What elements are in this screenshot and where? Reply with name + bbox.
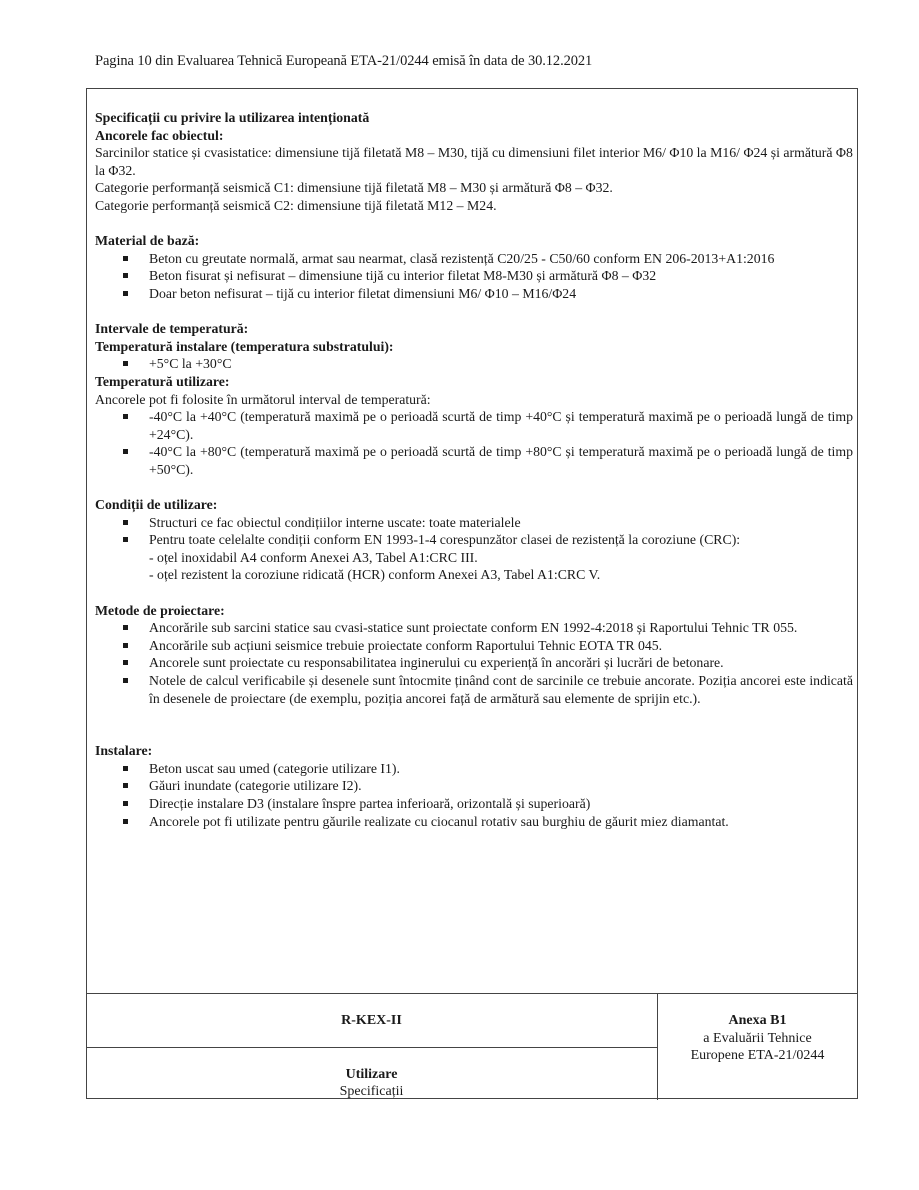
footer-left-column	[86, 994, 658, 1100]
list-item-text: Pentru toate celelalte condiții conform EN 1993-1-4 corespunzător clasei de rezistență la coroziune (CRC):	[149, 532, 741, 548]
paragraph-static-loads: Sarcinilor statice și cvasistatice: dimensiune tijă filetată M8 – M30, tijă cu dimensiuni filet interior M6/ Φ10 la M16/ Φ24 și armătură Φ8 la Φ32.	[95, 145, 853, 178]
heading-temperature: Intervale de temperatură:	[95, 321, 249, 337]
list-item: Direcție instalare D3 (instalare înspre partea inferioară, orizontală și superioară)	[95, 795, 853, 813]
list-item: -40°C la +40°C (temperatură maximă pe o perioadă scurtă de timp +40°C și temperatură maximă pe o perioadă lungă de timp +24°C).	[95, 408, 853, 443]
footer-section-title: Utilizare	[345, 1067, 398, 1082]
installation-list	[95, 760, 853, 830]
paragraph-seismic-c1: Categorie performanță seismică C1: dimensiune tijă filetată M8 – M30 și armătură Φ8 – Φ32.	[95, 180, 613, 196]
list-item: Notele de calcul verificabile și desenele sunt întocmite ținând cont de sarcinile ce trebuie ancorate. Poziția ancorei este indicată în desenele de proiectare (de exemplu, poziția ancorei față de armătură sau elemente de sprijin etc.).	[95, 672, 853, 707]
heading-install-temperature: Temperatură instalare (temperatura substratului):	[95, 338, 394, 354]
list-item: Beton cu greutate normală, armat sau nearmat, clasă rezistență C20/25 - C50/60 conform EN 206-2013+A1:2016	[95, 250, 853, 268]
list-item: Ancorările sub acțiuni seismice trebuie proiectate conform Raportului Tehnic EOTA TR 045.	[95, 637, 853, 655]
heading-design-methods: Metode de proiectare:	[95, 602, 225, 618]
footer-annex-cell	[658, 994, 857, 1100]
list-item: +5°C la +30°C	[95, 355, 853, 373]
document-frame	[86, 88, 858, 1099]
design-methods-list	[95, 619, 853, 707]
list-item: Doar beton nefisurat – tijă cu interior filetat dimensiuni M6/ Φ10 – M16/Φ24	[95, 285, 853, 303]
list-item: Găuri inundate (categorie utilizare I2).	[95, 777, 853, 795]
conditions-list	[95, 514, 853, 584]
page-header: Pagina 10 din Evaluarea Tehnică Europeană ETA-21/0244 emisă în data de 30.12.2021	[95, 53, 593, 69]
paragraph-seismic-c2: Categorie performanță seismică C2: dimensiune tijă filetată M12 – M24.	[95, 197, 497, 213]
footer-section-subtitle: Specificații	[339, 1084, 404, 1099]
base-material-list	[95, 250, 853, 303]
install-temperature-list	[95, 355, 853, 373]
heading-base-material: Material de bază:	[95, 233, 200, 249]
list-item	[95, 531, 853, 584]
document-content	[95, 109, 853, 830]
section-title-intended-use: Specificații cu privire la utilizarea intenționată	[95, 110, 370, 125]
footer-annex-line1: a Evaluării Tehnice	[703, 1030, 812, 1046]
heading-installation: Instalare:	[95, 743, 153, 759]
sub-item-a4: - oțel inoxidabil A4 conform Anexei A3, Tabel A1:CRC III.	[149, 549, 478, 565]
footer-annex-line2: Europene ETA-21/0244	[690, 1048, 825, 1063]
footer-table	[86, 993, 858, 1100]
sub-item-hcr: - oțel rezistent la coroziune ridicată (HCR) conform Anexei A3, Tabel A1:CRC V.	[149, 567, 601, 583]
footer-section-cell	[86, 1048, 657, 1100]
subject-heading: Ancorele fac obiectul:	[95, 127, 224, 143]
list-item: Ancorările sub sarcini statice sau cvasi-statice sunt proiectate conform EN 1992-4:2018 și Raportului Tehnic TR 055.	[95, 619, 853, 637]
list-item: -40°C la +80°C (temperatură maximă pe o perioadă scurtă de timp +80°C și temperatură maximă pe o perioadă lungă de timp +50°C).	[95, 443, 853, 478]
footer-product-name: R-KEX-II	[86, 994, 657, 1048]
list-item: Structuri ce fac obiectul condițiilor interne uscate: toate materialele	[95, 514, 853, 532]
list-item: Ancorele sunt proiectate cu responsabilitatea inginerului cu experiență în ancorări și lucrări de betonare.	[95, 654, 853, 672]
list-item: Ancorele pot fi utilizate pentru găurile realizate cu ciocanul rotativ sau burghiu de găurit miez diamantat.	[95, 813, 853, 831]
footer-annex-title: Anexa B1	[728, 1013, 787, 1028]
list-item: Beton uscat sau umed (categorie utilizare I1).	[95, 760, 853, 778]
use-temperature-intro: Ancorele pot fi folosite în următorul interval de temperatură:	[95, 391, 431, 407]
use-temperature-list	[95, 408, 853, 478]
list-item: Beton fisurat și nefisurat – dimensiune tijă cu interior filetat M8-M30 și armătură Φ8 – Φ32	[95, 267, 853, 285]
heading-use-temperature: Temperatură utilizare:	[95, 373, 230, 389]
heading-conditions: Condiții de utilizare:	[95, 497, 218, 513]
